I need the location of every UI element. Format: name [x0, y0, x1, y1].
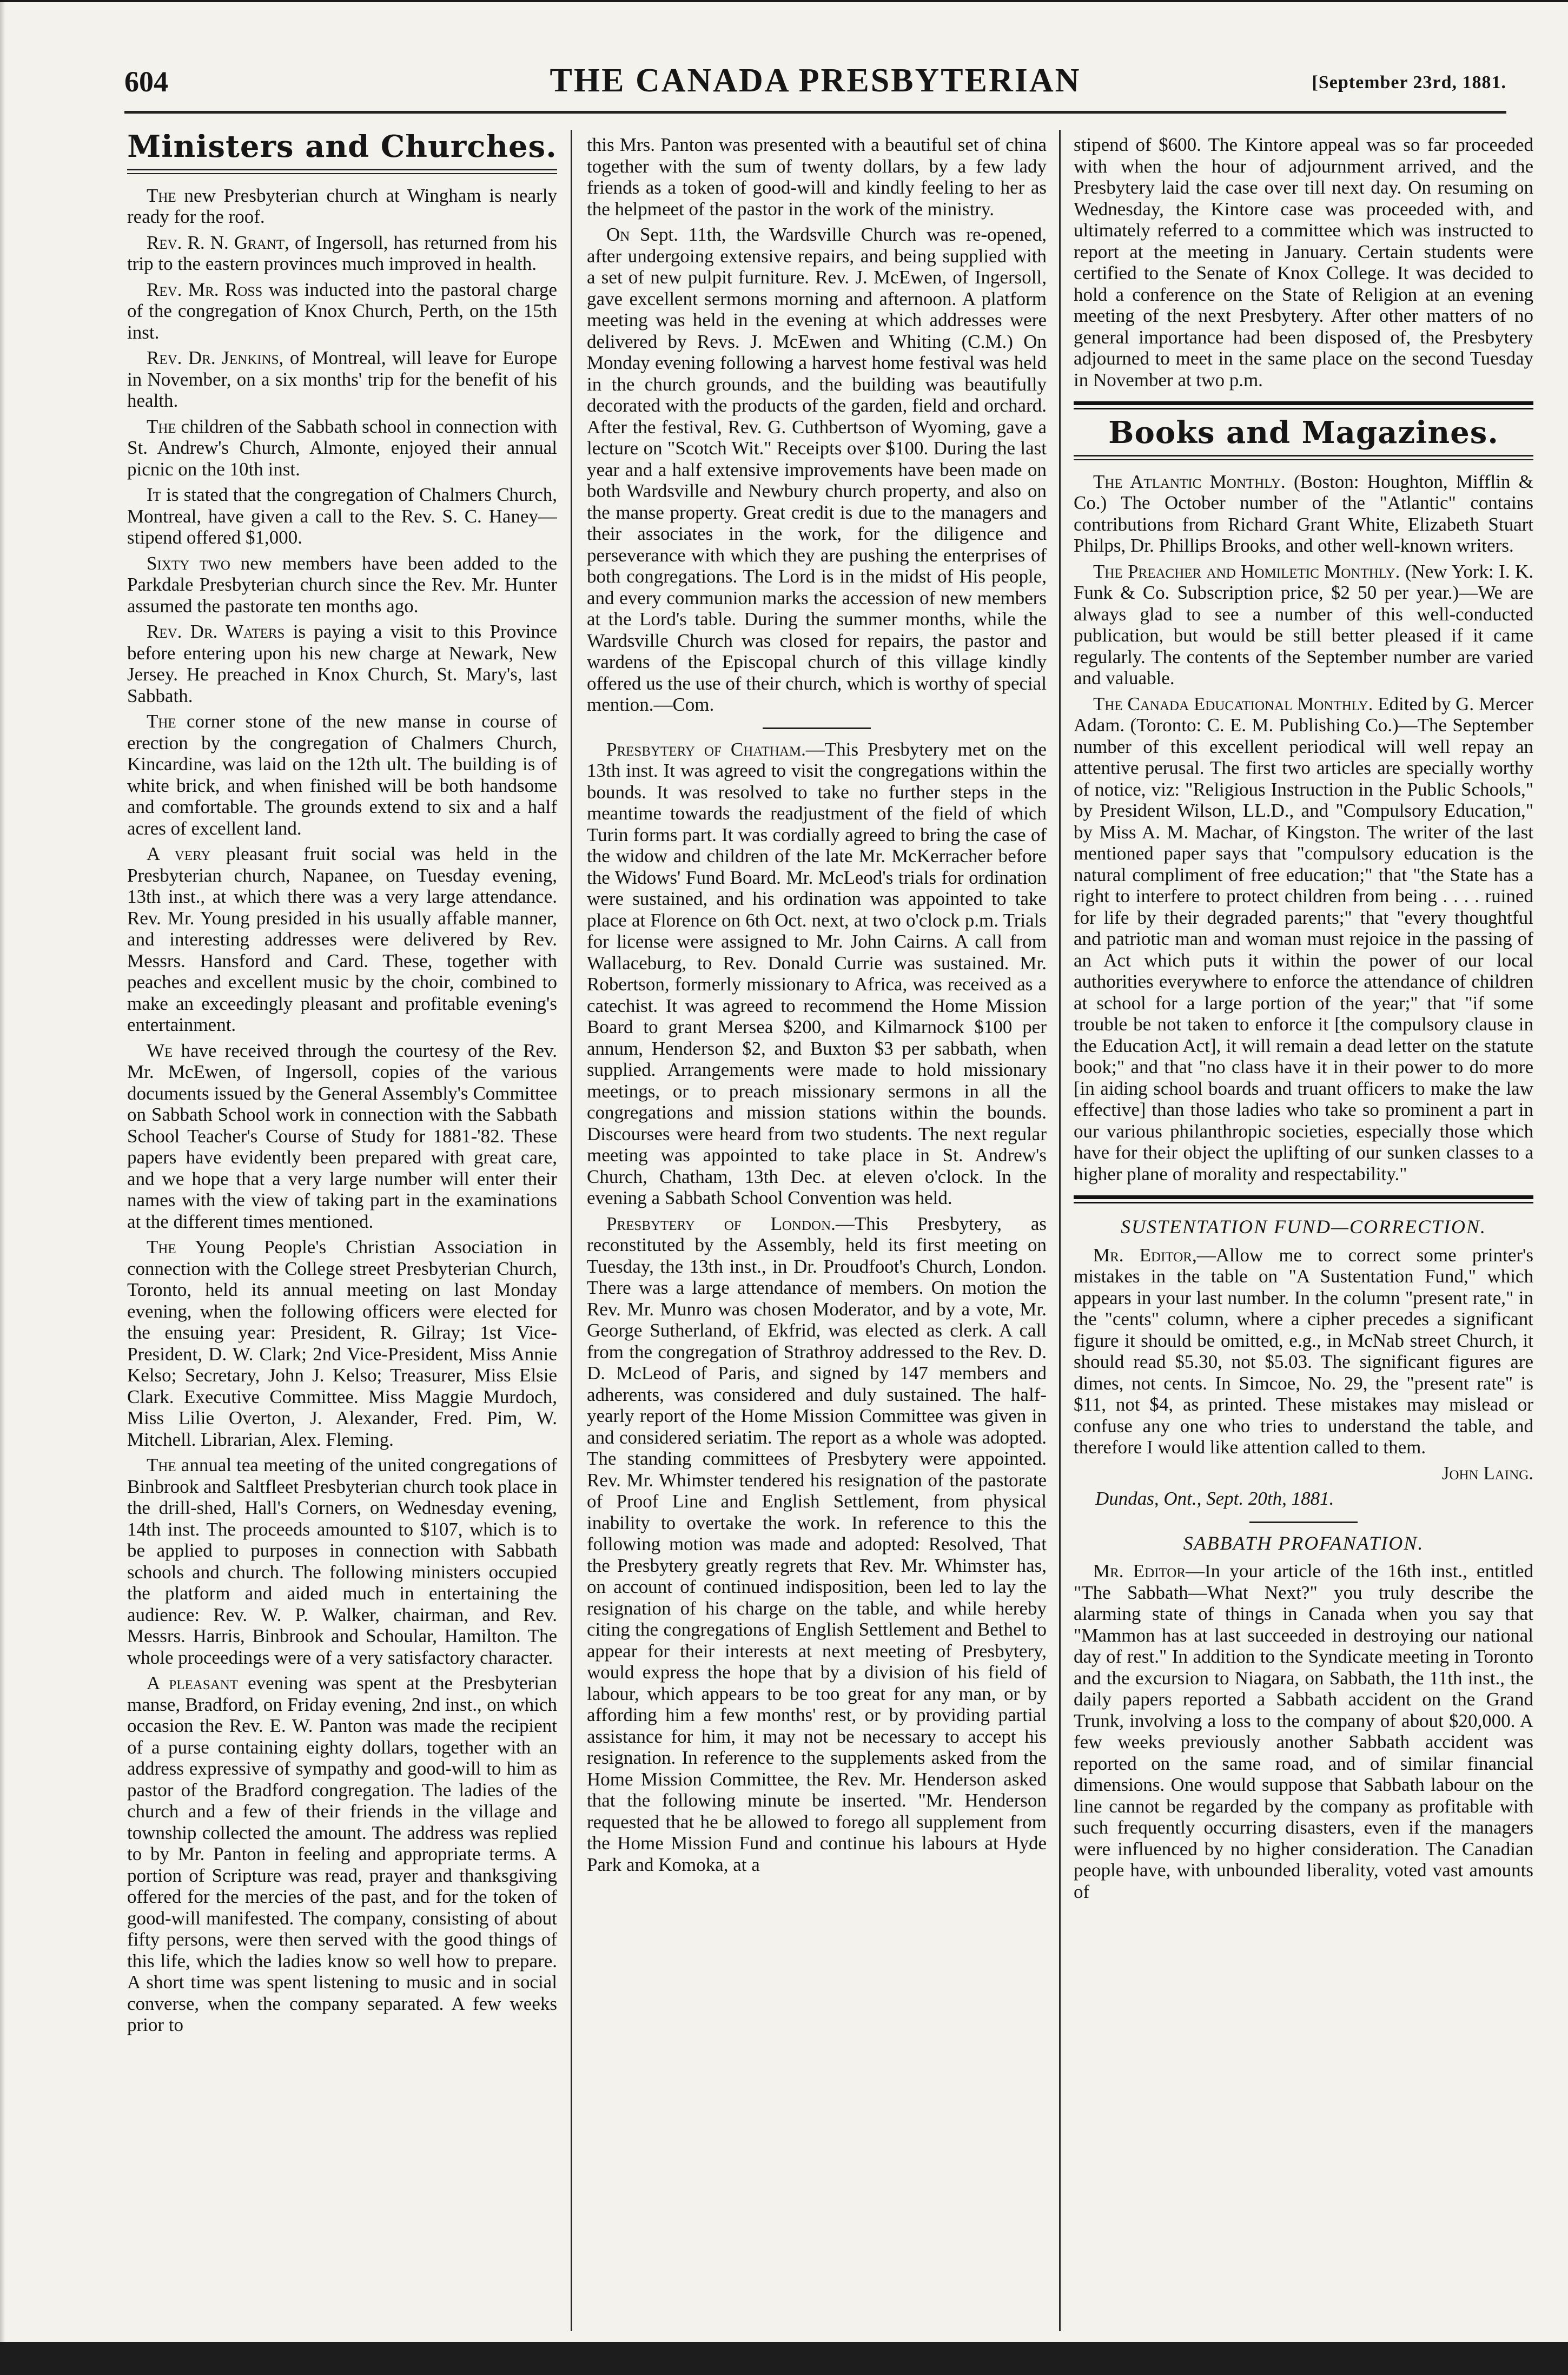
letter-salutation: Mr. Editor,	[1093, 1244, 1197, 1266]
paragraph-lead: It	[147, 484, 161, 505]
article-paragraph	[587, 224, 1047, 716]
column-2	[587, 134, 1047, 2325]
column-rule-1	[571, 130, 572, 2331]
publication-title: THE CANADA PRESBYTERIAN	[550, 62, 1081, 99]
paragraph-lead: The Atlantic Monthly.	[1093, 471, 1286, 492]
article-paragraph	[127, 232, 557, 275]
paragraph-text: is paying a visit to this Province before entering upon his new charge at Newark, New Jersey. He preached in Knox Church, St. Mary's, last Sabbath.	[127, 621, 557, 706]
letter-text: —Allow me to correct some printer's mistakes in the table on "A Sustentation Fund," which appears in your last number. In the column "present rate," in the "cents" column, where a cipher precedes a significant figure it should be omitted, e.g., in McNab street Church, it should read $5.30, not $5.03. The significant figures are dimes, not cents. In Simcoe, No. 29, the "present rate" is $11, not $4, as printed. These mistakes may mislead or confuse any one who tries to understand the table, and therefore I would like attention called to them.	[1074, 1244, 1533, 1458]
paragraph-lead: The Preacher and Homiletic Monthly.	[1093, 560, 1400, 582]
ministers-articles	[127, 185, 557, 2036]
paragraph-text: of Ingersoll, has returned from his trip to the eastern provinces much improved in health.	[127, 231, 557, 274]
letter-dateline: Dundas, Ont., Sept. 20th, 1881.	[1095, 1488, 1334, 1509]
short-rule	[763, 727, 871, 729]
letter-title-sustentation: SUSTENTATION FUND—CORRECTION.	[1120, 1216, 1487, 1238]
article-paragraph	[127, 711, 557, 839]
short-rule	[1249, 1521, 1358, 1523]
paragraph-text: was inducted into the pastoral charge of the congregation of Knox Church, Perth, on the 15th inst.	[127, 279, 557, 343]
section-heading-ministers: Ministers and Churches.	[127, 134, 557, 164]
article-paragraph	[127, 1672, 557, 2036]
paragraph-lead: The	[147, 1236, 176, 1258]
heading-rule	[127, 169, 557, 174]
paragraph-lead: The Canada Educational Monthly.	[1093, 693, 1373, 715]
paragraph-text: Edited by G. Mercer Adam. (Toronto: C. E. M. Publishing Co.)—The September number of this excellent periodical will well repay an attentive perusal. The first two articles are specially worthy of notice, viz: "Religious Instruction in the Public Schools," by President Wilson, LL.D., and "Compulsory Education," by Miss A. M. Machar, of Kingston. The writer of the last mentioned paper says that "compulsory education is the natural compliment of free education;" that "the State has a right to interfere to protect children from being . . . . ruined for life by their degraded parents;" that "every thoughtful and patriotic man and woman must rejoice in the passing of an Act which puts it within the power of our local authorities everywhere to enforce the attendance of children at school for a large portion of the year;" that "if some trouble be not taken to enforce it [the compulsory clause in the Education Act], it will remain a dead letter on the statute book;" and that "no class have it in their power to do more [in aiding school boards and truant officers to make the law effective] than those ladies who take so prominent a part in our various philanthropic societies, especially those which have for their object the uplifting of our sunken classes to a higher plane of morality and respectability."	[1074, 693, 1533, 1185]
article-paragraph	[1074, 471, 1533, 557]
article-paragraph	[127, 843, 557, 1036]
column-rule-2	[1059, 130, 1061, 2331]
paragraph-text: children of the Sabbath school in connection with St. Andrew's Church, Almonte, enjoyed their annual picnic on the 10th inst.	[127, 415, 557, 480]
paragraph-lead: Presbytery of London.	[606, 1213, 836, 1234]
paragraph-text: annual tea meeting of the united congregations of Binbrook and Saltfleet Presbyterian church took place in the drill-shed, Hall's Corners, on Wednesday evening, 14th inst. The proceeds amounted to $107, which is to be applied to purposes in connection with Sabbath schools and church. The following ministers occupied the platform and aided much in entertaining the audience: Rev. W. P. Walker, chairman, and Rev. Messrs. Harris, Binbrook and Schoular, Hamilton. The whole proceedings were of a very satisfactory character.	[127, 1454, 557, 1668]
paragraph-text: —This Presbytery met on the 13th inst. It was agreed to visit the congregations within the bounds. It was resolved to take no further steps in the meantime towards the readjustment of the field of which Turin forms part. It was cordially agreed to bring the case of the widow and children of the late Mr. McKerracher before the Widows' Fund Board. Mr. McLeod's trials for ordination were sustained, and his ordination was appointed to take place at Florence on 6th Oct. next, at two o'clock p.m. Trials for license were assigned to Mr. John Cairns. A call from Wallaceburg, to Rev. Donald Currie was sustained. Mr. Robertson, formerly missionary to Africa, was received as a catechist. It was agreed to recommend the Home Mission Board to grant Mersea $200, and Kilmarnock $100 per annum, Henderson $2, and Buxton $3 per sabbath, when supplied. Arrangements were made to hold missionary meetings, or to preach missionary sermons in all the congregations and mission stations within the bounds. Discourses were heard from two students. The next regular meeting was appointed to take place in St. Andrew's Church, Chatham, 13th Dec. at eleven o'clock. In the evening a Sabbath School Convention was held.	[587, 738, 1047, 1208]
article-paragraph	[127, 185, 557, 228]
paragraph-lead: The	[147, 415, 176, 437]
letter-text: —In your article of the 16th inst., entitled "The Sabbath—What Next?" you truly describe the alarming state of things in Canada when you say that "Mammon has at last succeeded in destroying our national day of rest." In addition to the Syndicate meeting in Toronto and the excursion to Niagara, on Sabbath, the 11th inst., the daily papers reported a Sabbath accident on the Grand Trunk, involving a loss to the company of about $20,000. A few weeks previously another Sabbath accident was reported on the same road, and of similar financial dimensions. One would suppose that Sabbath labour on the line cannot be regarded by the company as profitable with such frequently occurring disasters, even if the managers were influenced by no higher consideration. The Canadian people have, with unbounded liberality, voted vast amounts of	[1074, 1560, 1533, 1902]
letter-body	[1074, 1560, 1533, 1902]
letter-salutation: Mr. Editor	[1093, 1560, 1186, 1582]
paragraph-lead: A pleasant	[147, 1672, 239, 1693]
article-paragraph	[127, 416, 557, 480]
paragraph-lead: Rev. R. N. Grant,	[147, 231, 289, 253]
article-paragraph	[127, 553, 557, 617]
section-divider	[1074, 1195, 1533, 1203]
article-paragraph	[127, 1236, 557, 1450]
paragraph-lead: A very	[147, 843, 211, 864]
paragraph-lead: On	[606, 224, 630, 245]
paragraph-lead: Sixty two	[147, 552, 230, 574]
paragraph-lead: Presbytery of Chatham.	[606, 738, 806, 760]
paragraph-text: have received through the courtesy of the Rev. Mr. McEwen, of Ingersoll, copies of the various documents issued by the General Assembly's Committee on Sabbath School work in connection with the Sabbath School Teacher's Course of Study for 1881-'82. These papers have evidently been prepared with great care, and we hope that a very large number will enter their names with the view of taking part in the examinations at the different times mentioned.	[127, 1040, 557, 1232]
paragraph-text: this Mrs. Panton was presented with a beautiful set of china together with the sum of twenty dollars, by a few lady friends as a token of good-will and kindly feeling to her as the helpmeet of the pastor in the work of the ministry.	[587, 134, 1047, 220]
paragraph-text: new members have been added to the Parkdale Presbyterian church since the Rev. Mr. Hunter assumed the pastorate ten months ago.	[127, 552, 557, 617]
paragraph-text: is stated that the congregation of Chalmers Church, Montreal, have given a call to the Rev. S. C. Haney—stipend offered $1,000.	[127, 484, 557, 548]
letter-body	[1074, 1245, 1533, 1458]
paragraph-lead: Rev. Mr. Ross	[147, 279, 263, 300]
article-paragraph	[587, 134, 1047, 220]
article-paragraph	[127, 279, 557, 343]
paragraph-text: evening was spent at the Presbyterian manse, Bradford, on Friday evening, 2nd inst., on which occasion the Rev. E. W. Panton was made the recipient of a purse containing eighty dollars, together with an address expressive of sympathy and good-will to him as pastor of the Bradford congregation. The ladies of the church and a few of their friends in the village and township collected the amount. The address was replied to by Mr. Panton in feeling and appropriate terms. A portion of Scripture was read, prayer and thanksgiving offered for the mercies of the past, and for the token of good-will manifested. The company, consisting of about fifty persons, were then served with the good things of this life, which the ladies know so well how to prepare. A short time was spent listening to music and in social converse, when the company separated. A few weeks prior to	[127, 1672, 557, 2035]
masthead	[124, 59, 1506, 108]
heading-rule	[1074, 455, 1533, 460]
article-paragraph	[127, 1040, 557, 1233]
article-paragraph	[587, 1213, 1047, 1876]
paragraph-lead: Rev. Dr. Jenkins,	[147, 347, 284, 368]
article-paragraph	[127, 347, 557, 412]
article-paragraph	[1074, 693, 1533, 1185]
letter-title-sabbath: SABBATH PROFANATION.	[1183, 1532, 1424, 1554]
page-number: 604	[124, 65, 168, 98]
paragraph-text: of Montreal, will leave for Europe in November, on a six months' trip for the benefit of his health.	[127, 347, 557, 411]
page-top-edge	[0, 0, 1568, 2]
article-paragraph	[127, 484, 557, 548]
letter-signature: John Laing.	[1441, 1462, 1533, 1484]
article-paragraph	[127, 621, 557, 706]
paragraph-text: Sept. 11th, the Wardsville Church was re-opened, after undergoing extensive repairs, and being supplied with a set of new pulpit furniture. Rev. J. McEwen, of Ingersoll, gave excellent sermons morning and afternoon. A platform meeting was held in the evening at which addresses were delivered by Revs. J. McEwen and Whiting (C.M.) On Monday evening following a harvest home festival was held in the church grounds, and the building was beautifully decorated with the products of the garden, field and orchard. After the festival, Rev. G. Cuthbertson of Wyoming, gave a lecture on "Scotch Wit." Receipts over $100. During the last year and a half extensive improvements have been made on both Wardsville and Newbury church property, and also on the manse property. Great credit is due to the managers and their associates in the work, for the diligence and perseverance with which they are pushing the enterprises of both congregations. The Lord is in the midst of His people, and every communion marks the accession of new members at the Lord's table. During the summer months, while the Wardsville Church was closed for repairs, the pastor and wardens of the Episcopal church of this village kindly offered us the use of their church, which is worthy of special mention.—Com.	[587, 224, 1047, 715]
page-bottom-edge	[0, 2342, 1568, 2375]
binding-shadow	[0, 0, 5, 2342]
book-reviews	[1074, 471, 1533, 1185]
paragraph-text: new Presbyterian church at Wingham is nearly ready for the roof.	[127, 184, 557, 227]
paragraph-lead: The	[147, 1454, 176, 1476]
paragraph-text: pleasant fruit social was held in the Presbyterian church, Napanee, on Tuesday evening, 13th inst., at which there was a very large attendance. Rev. Mr. Young presided in his usually affable manner, and interesting addresses were delivered by Rev. Messrs. Hansford and Card. These, together with peaches and excellent music by the choir, combined to make an exceedingly pleasant and profitable evening's entertainment.	[127, 843, 557, 1035]
article-paragraph	[587, 739, 1047, 1209]
column-2-articles	[587, 134, 1047, 1875]
column-1	[127, 134, 557, 2325]
paragraph-text: Young People's Christian Association in connection with the College street Presbyterian Church, Toronto, held its annual meeting on last Monday evening, when the following officers were elected for the ensuing year: President, R. Gilray; 1st Vice-President, D. W. Clark; 2nd Vice-President, Miss Annie Kelso; Secretary, John J. Kelso; Treasurer, Miss Elsie Clark. Executive Committee. Miss Maggie Murdoch, Miss Lilie Overton, J. Alexander, Fred. Pim, W. Mitchell. Librarian, Alex. Fleming.	[127, 1236, 557, 1450]
masthead-rule	[124, 111, 1506, 114]
paragraph-text: (Boston: Houghton, Mifflin & Co.) The October number of the "Atlantic" contains contributions from Richard Grant White, Elizabeth Stuart Philps, Dr. Phillips Brooks, and other well-known writers.	[1074, 471, 1533, 556]
section-heading-books: Books and Magazines.	[1108, 415, 1499, 451]
paragraph-text: (New York: I. K. Funk & Co. Subscription price, $2 50 per year.)—We are always glad to see a number of this well-conducted publication, but would be still better pleased if it came regularly. The contents of the September number are varied and valuable.	[1074, 560, 1533, 689]
column-3	[1074, 134, 1533, 2325]
continued-article: stipend of $600. The Kintore appeal was so far proceeded with when the hour of adjournment arrived, and the Presbytery laid the case over till next day. On resuming on Wednesday, the Kintore case was proceeded with, and ultimately referred to a committee which was instructed to report at the meeting in January. Certain students were certified to the Senate of Knox College. It was decided to hold a conference on the State of Religion at an evening meeting of the next Presbytery. After other matters of no general importance had been disposed of, the Presbytery adjourned to meet in the same place on the second Tuesday in November at two p.m.	[1074, 134, 1533, 391]
article-paragraph	[1074, 561, 1533, 689]
paragraph-lead: Rev. Dr. Waters	[147, 621, 285, 642]
paragraph-lead: The	[147, 184, 176, 206]
paragraph-lead: The	[147, 711, 176, 732]
section-divider	[1074, 401, 1533, 409]
article-paragraph	[127, 1454, 557, 1668]
paragraph-lead: We	[147, 1040, 173, 1061]
paragraph-text: corner stone of the new manse in course of erection by the congregation of Chalmers Church, Kincardine, was laid on the 12th ult. The building is of white brick, and when finished will be both handsome and comfortable. The grounds extend to six and a half acres of excellent land.	[127, 711, 557, 839]
issue-date: [September 23rd, 1881.	[1312, 72, 1506, 92]
paragraph-text: —This Presbytery, as reconstituted by the Assembly, held its first meeting on Tuesday, the 13th inst., in Dr. Proudfoot's Church, London. There was a large attendance of members. On motion the Rev. Mr. Munro was chosen Moderator, and by a vote, Mr. George Sutherland, of Ekfrid, was elected as clerk. A call from the congregation of Strathroy addressed to the Rev. D. D. McLeod of Paris, and signed by 147 members and adherents, was considered and duly sustained. The half-yearly report of the Home Mission Committee was given in and considered seriatim. The report as a whole was adopted. The standing committees of Presbytery were appointed. Rev. Mr. Whimster tendered his resignation of the pastorate of Proof Line and English Settlement, from physical inability to overtake the work. In reference to this the following motion was made and adopted: Resolved, That the Presbytery greatly regrets that Rev. Mr. Whimster has, on account of continued indisposition, been led to lay the resignation of his charge on the table, and while hereby citing the congregations of English Settlement and Bethel to appear for their interests at next meeting of Presbytery, would express the hope that by a division of his field of labour, which appears to be too great for any man, or by affording him a few months' rest, or by providing partial assistance for him, it may not be necessary to accept his resignation. In reference to the supplements asked from the Home Mission Committee, the Rev. Mr. Henderson asked that the following minute be inserted. "Mr. Henderson requested that he be allowed to forego all supplement from the Home Mission Fund and continue his labours at Hyde Park and Komoka, at a	[587, 1213, 1047, 1875]
